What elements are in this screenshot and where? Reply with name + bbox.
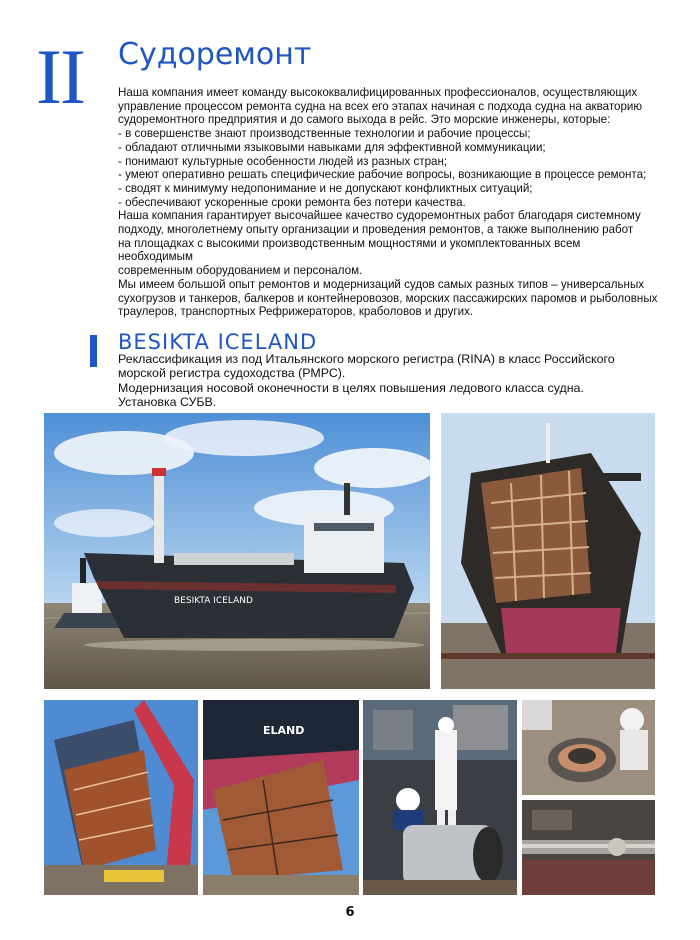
photo-hull-plates	[203, 700, 359, 895]
case-study-text	[118, 352, 678, 410]
case-line: Модернизация носовой оконечности в целях повышения ледового класса судна.	[118, 380, 584, 395]
photo-tanker-at-sea	[44, 413, 430, 689]
intro-text	[118, 86, 658, 319]
intro-line: современным оборудованием и персоналом.	[118, 264, 363, 278]
stern-name-text: ELAND	[263, 724, 305, 737]
vessel-name-heading: BESIKTA ICELAND	[118, 330, 318, 354]
photo-bow-section-crane	[44, 700, 198, 895]
intro-line: - обладают отличными языковыми навыками для эффективной коммуникации;	[118, 140, 546, 154]
section-title: Судоремонт	[118, 37, 312, 72]
intro-line: Наша компания гарантирует высочайшее качество судоремонтных работ благодаря системному	[118, 209, 641, 223]
subhead-accent-bar	[90, 335, 97, 367]
hull-name-text: BESIKTA ICELAND	[174, 596, 253, 606]
page-number: 6	[345, 905, 355, 920]
intro-line: траулеров, транспортных Рефрижераторов, краболовов и других.	[118, 305, 474, 319]
intro-line: - в совершенстве знают производственные технологии и рабочие процессы;	[118, 127, 531, 141]
case-line: Установка СУБВ.	[118, 395, 217, 410]
intro-line: на площадках с высокими производственным мощностями и укомплектованных всем необходимым	[118, 236, 581, 264]
section-numeral: II	[36, 33, 84, 120]
photo-workers	[363, 700, 517, 895]
photo-bearing-ring	[522, 700, 655, 795]
intro-line: Наша компания имеет команду высококвалифицированных профессионалов, осуществляющих	[118, 86, 638, 99]
intro-line: подходу, многолетнему опыту организации и проведения ремонтов, а также выполнению работ	[118, 223, 634, 237]
intro-line: - умеют оперативно решать специфические рабочие вопросы, возникающие в процессе ремонта;	[118, 168, 647, 182]
intro-line: - понимают культурные особенности людей из разных стран;	[118, 154, 448, 168]
intro-line: Мы имеем большой опыт ремонтов и модернизаций судов самых разных типов – универсальных	[118, 277, 645, 291]
photo-bow-repair	[441, 413, 655, 689]
case-line: морской регистра судоходства (РМРС).	[118, 366, 346, 381]
intro-line: управление процессом ремонта судна на всех его этапах начиная с подхода судна на акваторию	[118, 99, 643, 113]
intro-line: судоремонтного предприятия и до самого выхода в рейс. Это морские инженеры, которые:	[118, 113, 611, 127]
intro-line: - сводят к минимуму недопонимание и не допускают конфликтных ситуаций;	[118, 181, 533, 195]
case-line: Реклассификация из под Итальянского морского регистра (RINA) в класс Российского	[118, 352, 615, 366]
intro-line: сухогрузов и танкеров, балкеров и контейнеровозов, морских пассажирских паромов и рыболовных	[118, 291, 658, 305]
photo-propeller-shaft	[522, 800, 655, 895]
intro-line: - обеспечивают ускоренные сроки ремонта без потери качества.	[118, 195, 466, 209]
